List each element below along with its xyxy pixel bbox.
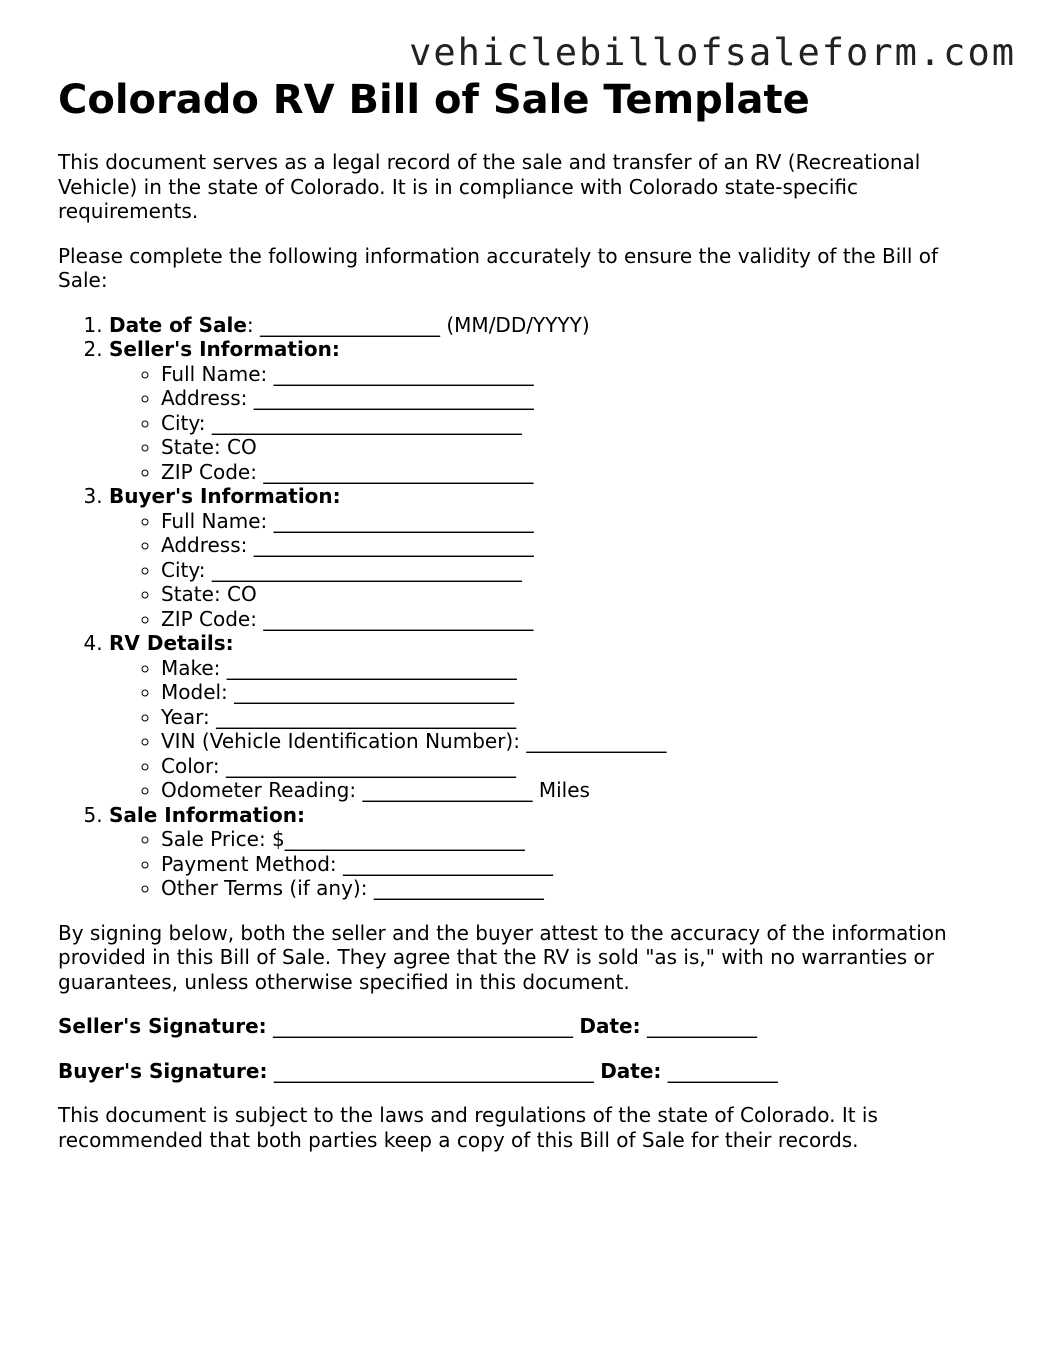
- rv-make-field: ◦ Make: _____________________________: [161, 656, 978, 681]
- rv-vin-field: ◦ VIN (Vehicle Identification Number): ______________: [161, 729, 978, 754]
- sale-information-section: [109, 803, 978, 901]
- intro-paragraph: This document serves as a legal record of the sale and transfer of an RV (Recreational Vehicle) in the state of Colorado. It is in compliance with Colorado state-specific requirements.: [58, 150, 921, 223]
- buyer-full-name-field: ◦ Full Name: __________________________: [161, 509, 978, 534]
- seller-section: [109, 337, 978, 484]
- buyer-state-field: ◦ State: CO: [161, 582, 978, 607]
- buyer-address-field: ◦ Address: ____________________________: [161, 533, 978, 558]
- seller-heading: Seller's Information:: [109, 337, 340, 361]
- seller-signature-line: [58, 1014, 978, 1039]
- date-of-sale-field: : __________________ (MM/DD/YYYY): [246, 312, 590, 337]
- seller-signature-label: Seller's Signature:: [58, 1014, 267, 1038]
- sale-information-heading: Sale Information:: [109, 802, 305, 827]
- seller-date-blank: ___________: [640, 1014, 757, 1038]
- instructions-paragraph: Please complete the following information accurately to ensure the validity of the Bill of Sale:: [58, 243, 939, 292]
- form-fields-list: [58, 313, 978, 901]
- buyer-signature-label: Buyer's Signature:: [58, 1058, 268, 1083]
- rv-color-field: ◦ Color: _____________________________: [161, 754, 978, 779]
- site-watermark: vehiclebillofsaleform.com: [409, 31, 1016, 74]
- seller-signature-blank: ______________________________: [266, 1014, 580, 1038]
- buyer-section: [109, 484, 978, 631]
- buyer-city-field: ◦ City: _______________________________: [161, 558, 978, 583]
- buyer-heading: Buyer's Information:: [109, 484, 341, 508]
- buyer-zip-field: ◦ ZIP Code: ___________________________: [161, 607, 978, 632]
- closing-paragraph: This document is subject to the laws and regulations of the state of Colorado. It is recommended that both parties keep a copy of this Bill of Sale for their records.: [58, 1103, 878, 1152]
- seller-date-label: Date:: [579, 1014, 641, 1038]
- buyer-date-blank: ___________: [661, 1058, 778, 1083]
- seller-full-name-field: ◦ Full Name: __________________________: [161, 362, 978, 387]
- seller-address-field: ◦ Address: ____________________________: [161, 386, 978, 411]
- buyer-signature-blank: ________________________________: [267, 1058, 601, 1083]
- date-of-sale-label: Date of Sale: [109, 312, 247, 337]
- buyer-date-label: Date:: [600, 1058, 662, 1083]
- rv-year-field: ◦ Year: ______________________________: [161, 705, 978, 730]
- attestation-paragraph: By signing below, both the seller and the buyer attest to the accuracy of the information provided in this Bill of Sale. They agree that the RV is sold "as is," with no warranties or guarantees, unless otherwise specified in this document.: [58, 920, 947, 994]
- rv-details-fields: [109, 656, 978, 803]
- sale-information-fields: [109, 827, 978, 901]
- seller-city-field: ◦ City: _______________________________: [161, 411, 978, 436]
- sale-price-field: ◦ Sale Price: $________________________: [161, 827, 978, 852]
- document-page: [58, 74, 978, 1152]
- seller-state-field: ◦ State: CO: [161, 435, 978, 460]
- buyer-fields: [109, 509, 978, 632]
- seller-fields: [109, 362, 978, 485]
- page-title: Colorado RV Bill of Sale Template: [58, 77, 810, 123]
- rv-details-heading: RV Details:: [109, 631, 234, 655]
- date-of-sale-item: [109, 313, 978, 338]
- other-terms-field: ◦ Other Terms (if any): _________________: [161, 876, 978, 901]
- payment-method-field: ◦ Payment Method: _____________________: [161, 852, 978, 877]
- seller-zip-field: ◦ ZIP Code: ___________________________: [161, 460, 978, 485]
- rv-details-section: [109, 631, 978, 803]
- rv-odometer-field: ◦ Odometer Reading: _________________ Miles: [161, 778, 978, 803]
- buyer-signature-line: [58, 1059, 978, 1084]
- rv-model-field: ◦ Model: ____________________________: [161, 680, 978, 705]
